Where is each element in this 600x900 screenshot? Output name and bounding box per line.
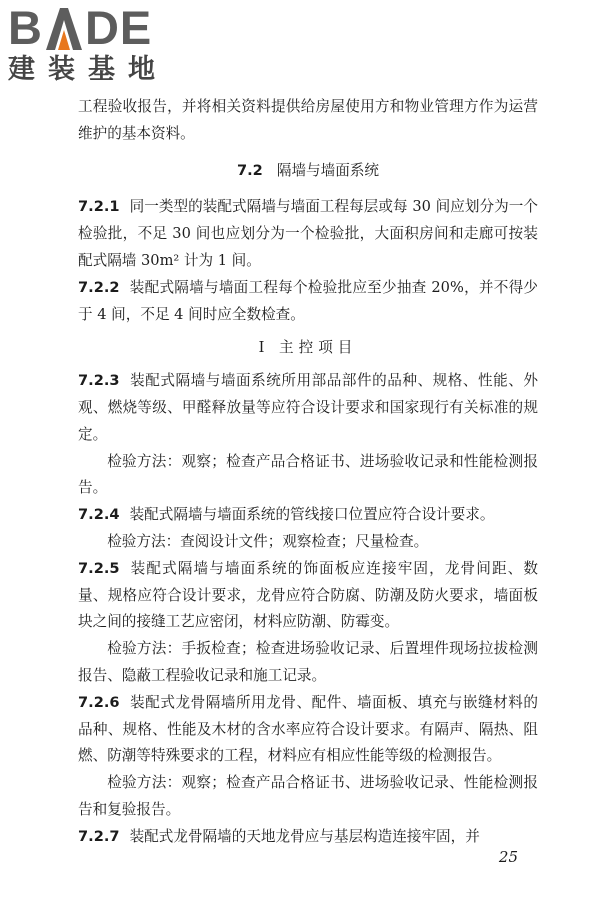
body-paragraph: 工程验收报告，并将相关资料提供给房屋使用方和物业管理方作为运营维护的基本资料。	[78, 98, 538, 142]
document-body	[78, 94, 538, 851]
clause-number: 7.2.7	[78, 827, 120, 845]
inspection-method-paragraph: 检验方法：手扳检查；检查进场验收记录、后置埋件现场拉拔检测报告、隐蔽工程验收记录和施工记录。	[78, 640, 538, 684]
inspection-method-paragraph: 检验方法：观察；检查产品合格证书、进场验收记录和性能检测报告。	[78, 452, 538, 497]
clause-text: 装配式龙骨隔墙所用龙骨、配件、墙面板、填充与嵌缝材料的品种、规格、性能及木材的含水率应符合设计要求。有隔声、隔热、阻燃、防潮等特殊要求的工程，材料应有相应性能等级的检测报告。	[78, 693, 538, 765]
clause-paragraph	[78, 556, 538, 636]
clause-paragraph	[78, 275, 538, 329]
clause-text: 同一类型的装配式隔墙与墙面工程每层或每 30 间应划分为一个检验批，不足 30 间也应划分为一个检验批，大面积房间和走廊可按装配式隔墙 30m² 计为 1 间。	[78, 198, 538, 269]
clause-text: 装配式隔墙与墙面系统的管线接口位置应符合设计要求。	[129, 506, 495, 524]
clause-number: 7.2.1	[78, 198, 120, 216]
clause-number: 7.2.5	[78, 559, 120, 577]
clause-text: 装配式隔墙与墙面系统的饰面板应连接牢固，龙骨间距、数量、规格应符合设计要求，龙骨应符合防腐、防潮及防火要求，墙面板块之间的接缝工艺应密闭，材料应防潮、防霉变。	[78, 559, 538, 631]
logo-letter-b: B	[8, 1, 43, 54]
section-number: 7.2	[236, 161, 263, 179]
logo-a-icon	[44, 6, 84, 50]
section-title	[78, 158, 538, 185]
inspection-method-paragraph: 检验方法：查阅设计文件；观察检查；尺量检查。	[107, 532, 429, 550]
inspection-method-paragraph: 检验方法：观察；检查产品合格证书、进场验收记录、性能检测报告和复验报告。	[78, 774, 538, 818]
subsection-title: Ⅰ 主控项目	[258, 339, 358, 357]
clause-paragraph	[78, 824, 538, 851]
clause-number: 7.2.3	[78, 372, 120, 390]
clause-number: 7.2.2	[78, 278, 120, 296]
clause-paragraph	[78, 502, 538, 529]
logo-letters-de: DE	[84, 1, 153, 54]
clause-text: 装配式龙骨隔墙的天地龙骨应与基层构造连接牢固，并	[129, 827, 480, 845]
logo-chinese: 建装基地	[8, 54, 168, 85]
clause-number: 7.2.6	[78, 693, 120, 711]
logo-wordmark	[8, 1, 178, 54]
clause-paragraph	[78, 194, 538, 274]
clause-text: 装配式隔墙与墙面工程每个检验批应至少抽查 20%，并不得少于 4 间，不足 4 间时应全数检查。	[78, 278, 538, 323]
clause-paragraph	[78, 368, 538, 448]
page-number: 25	[498, 848, 518, 866]
clause-paragraph	[78, 690, 538, 770]
section-heading: 隔墙与墙面系统	[276, 161, 380, 179]
logo	[8, 1, 178, 88]
clause-number: 7.2.4	[78, 506, 120, 524]
clause-text: 装配式隔墙与墙面系统所用部品部件的品种、规格、性能、外观、燃烧等级、甲醛释放量等应符合设计要求和国家现行有关标准的规定。	[78, 372, 538, 443]
